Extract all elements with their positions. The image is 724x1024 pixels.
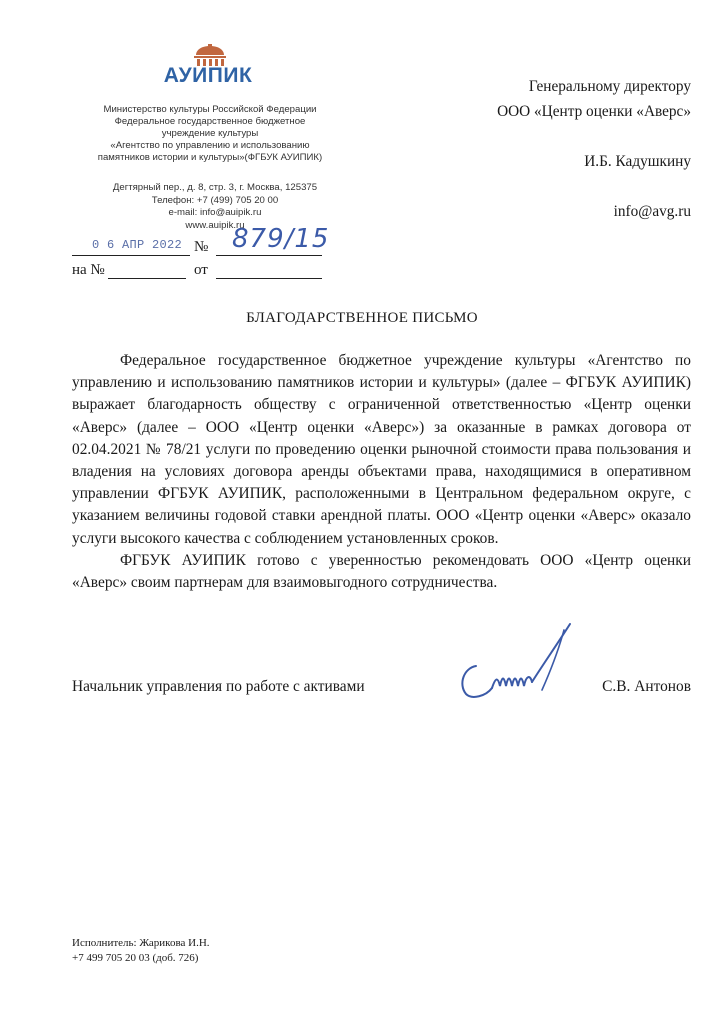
- addressee-block: [497, 74, 691, 224]
- number-underline: [216, 255, 322, 256]
- letter-title: БЛАГОДАРСТВЕННОЕ ПИСЬМО: [246, 310, 478, 326]
- email-line: e-mail: info@auipik.ru: [168, 207, 262, 219]
- executor-name: Исполнитель: Жарикова И.Н.: [72, 937, 210, 949]
- logo-emblem-icon: [168, 44, 252, 66]
- logo-text: АУИПИК: [163, 64, 253, 87]
- addressee-position: Генеральному директору: [528, 78, 691, 95]
- letter-body: [72, 350, 691, 594]
- paragraph: ФГБУК АУИПИК готово с уверенностью рекомендовать ООО «Центр оценки «Аверс» своим партнерам для взаимовыгодного сотрудничества.: [72, 551, 691, 592]
- ref-label: на №: [72, 262, 105, 278]
- date-underline: [72, 255, 190, 256]
- addressee-company: ООО «Центр оценки «Аверс»: [497, 103, 691, 120]
- stamp-date: 0 6 АПР 2022: [92, 238, 183, 252]
- organization-block: [72, 104, 348, 164]
- addressee-email: info@avg.ru: [613, 203, 691, 220]
- signatory-name: С.В. Антонов: [602, 678, 691, 695]
- executor-block: [72, 936, 210, 966]
- signatory-role: Начальник управления по работе с активами: [72, 678, 365, 695]
- from-label: от: [194, 262, 208, 278]
- handwritten-number: 879/15: [232, 224, 330, 254]
- address-line: Дегтярный пер., д. 8, стр. 3, г. Москва, 125375: [112, 182, 318, 193]
- org-line: «Агентство по управлению и использованию: [110, 140, 310, 151]
- org-line: памятников истории и культуры»(ФГБУК АУИПИК): [97, 152, 323, 163]
- executor-phone: +7 499 705 20 03 (доб. 726): [72, 952, 199, 964]
- paragraph: Федеральное государственное бюджетное учреждение культуры «Агентство по управлению и использованию памятников истории и культуры» (далее – ФГБУК АУИПИК) выражает благодарность обществу с ограниченной ответственностью «Центр оценки «Аверс» (далее – ООО «Центр оценки «Аверс») за оказанные в рамках договора от 02.04.2021 № 78/21 услуги по проведению оценки рыночной стоимости права пользования и владения на условиях договора аренды объектами права, находящимися в оперативном управлении ФГБУК АУИПИК, расположенными в Центральном федеральном округе, с указанием величины годовой ставки арендной платы. ООО «Центр оценки «Аверс» оказало услуги высокого качества с соблюдением установленных сроков.: [72, 352, 691, 547]
- from-underline: [216, 278, 322, 279]
- org-line: Министерство культуры Российской Федерации: [103, 104, 317, 115]
- ref-underline: [108, 278, 186, 279]
- org-line: учреждение культуры: [161, 128, 259, 139]
- addressee-name: И.Б. Кадушкину: [584, 153, 691, 170]
- handwritten-signature-icon: [446, 616, 586, 711]
- number-label: №: [194, 239, 209, 255]
- phone-line: Телефон: +7 (499) 705 20 00: [151, 194, 279, 206]
- website-line: www.auipik.ru: [185, 219, 245, 231]
- org-line: Федеральное государственное бюджетное: [114, 116, 306, 127]
